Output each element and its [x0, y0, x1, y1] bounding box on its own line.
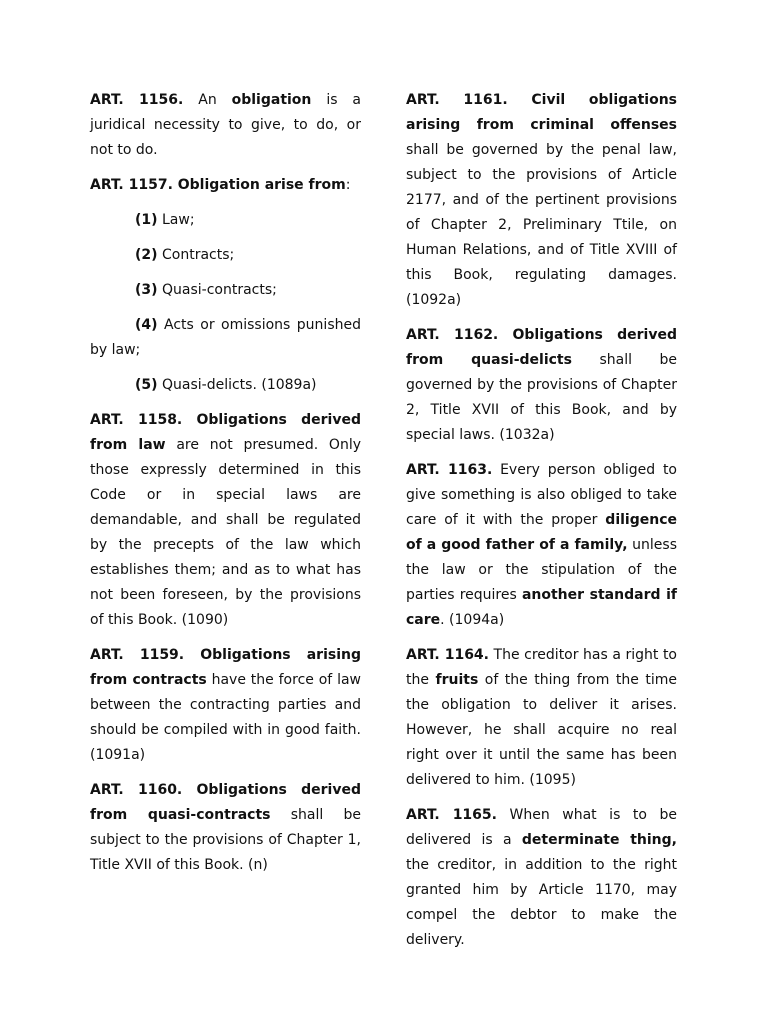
bold-text-run: obligation [231, 92, 312, 108]
text-run: shall be governed by the penal law, subject to the provisions of Article 2177, and of the pertinent provisions of Chapter 2, Preliminary Ttile, on Human Relations, and of Title XVIII of this Book, regulating damages. (1092a) [406, 142, 677, 308]
list-item [90, 208, 361, 233]
text-run: Every person obliged to give something is also obliged to take care of it with the proper [406, 462, 678, 528]
bold-text-run: ART. 1159. Obligations arising from contracts [90, 647, 361, 688]
bold-text-run: ART. 1158. Obligations derived from law [90, 412, 361, 453]
bold-text-run: diligence of a good father of a family, [406, 512, 677, 553]
bold-text-run: (3) [135, 282, 158, 298]
list-item [90, 373, 361, 398]
text-run: of the thing from the time the obligation to deliver it arises. However, he shall acquire no real right over it until the same has been delivered to him. (1095) [406, 672, 677, 788]
text-run: is a juridical necessity to give, to do, or not to do. [90, 92, 361, 158]
list-item [90, 243, 361, 268]
bold-text-run: ART. 1156. [90, 92, 184, 108]
list-item [90, 313, 361, 363]
text-run: shall be governed by the provisions of Chapter 2, Title XVII of this Book, and by special laws. (1032a) [406, 352, 677, 443]
list-item [90, 278, 361, 303]
bold-text-run: ART. 1165. [406, 807, 497, 823]
bold-text-run: another standard if care [406, 587, 677, 628]
bold-text-run: ART. 1163. [406, 462, 493, 478]
left-column [90, 88, 361, 888]
article-paragraph [406, 323, 677, 448]
text-run: Acts or omissions punished by law; [90, 317, 361, 358]
text-run: The creditor has a right to the [406, 647, 678, 688]
article-paragraph [90, 778, 361, 878]
bold-text-run: determinate thing, [521, 832, 677, 848]
text-run: are not presumed. Only those expressly determined in this Code or in special laws are demandable, and shall be regulated by the precepts of the law which establishes them; and as to what has not been foreseen, by the provisions of this Book. (1090) [90, 437, 361, 628]
bold-text-run: (4) [135, 317, 158, 333]
text-run: the creditor, in addition to the right granted him by Article 1170, may compel the debtor to make the delivery. [406, 857, 677, 948]
article-paragraph [90, 408, 361, 633]
text-run: unless the law or the stipulation of the parties requires [406, 537, 678, 603]
text-run: have the force of law between the contracting parties and should be compiled with in good faith. (1091a) [90, 672, 361, 763]
article-paragraph [90, 173, 361, 198]
bold-text-run: ART. 1160. Obligations derived from quasi-contracts [90, 782, 361, 823]
article-paragraph [90, 88, 361, 163]
bold-text-run: (1) [135, 212, 158, 228]
text-run: Quasi-contracts; [157, 282, 277, 298]
text-run: : [345, 177, 351, 193]
bold-text-run: ART. 1162. Obligations derived from quasi-delicts [406, 327, 677, 368]
text-run: shall be subject to the provisions of Chapter 1, Title XVII of this Book. (n) [90, 807, 361, 873]
bold-text-run: (2) [135, 247, 158, 263]
text-run: Quasi-delicts. (1089a) [157, 377, 317, 393]
text-run: Law; [157, 212, 195, 228]
text-run: An [183, 92, 232, 108]
article-paragraph [406, 803, 677, 953]
text-run: . (1094a) [440, 612, 505, 628]
bold-text-run: ART. 1157. Obligation arise from [90, 177, 346, 193]
text-run: When what is to be delivered is a [406, 807, 677, 848]
bold-text-run: fruits [435, 672, 479, 688]
bold-text-run: (5) [135, 377, 158, 393]
article-paragraph [90, 643, 361, 768]
bold-text-run: ART. 1164. [406, 647, 489, 663]
right-column [406, 88, 677, 963]
bold-text-run: ART. 1161. Civil obligations arising from criminal offenses [406, 92, 677, 133]
article-paragraph [406, 88, 677, 313]
article-paragraph [406, 458, 677, 633]
text-run: Contracts; [157, 247, 235, 263]
article-paragraph [406, 643, 677, 793]
